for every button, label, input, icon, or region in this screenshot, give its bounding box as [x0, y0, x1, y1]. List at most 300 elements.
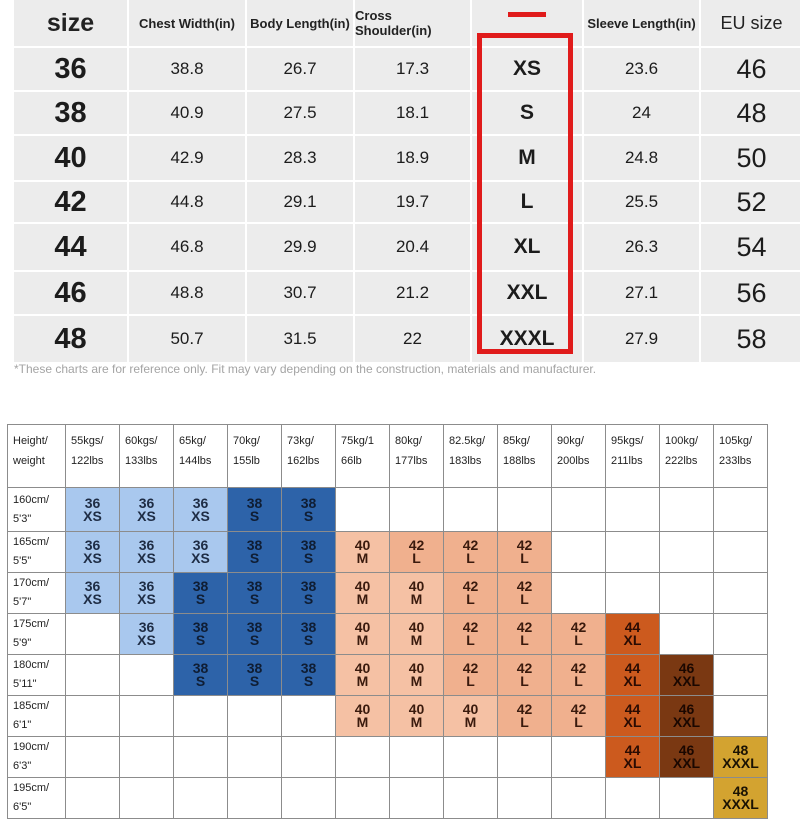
size-cell — [714, 614, 768, 655]
weight-label-line: 162lbs — [287, 455, 320, 467]
size-cell — [498, 696, 552, 737]
size-recommendation — [390, 532, 443, 572]
height-label-line: 6'1" — [13, 719, 32, 731]
size-alpha: XS — [137, 591, 156, 607]
size-table-cell-shoulder: 21.2 — [355, 272, 470, 314]
size-cell — [660, 778, 714, 819]
size-recommendation — [66, 532, 119, 572]
weight-label-line: 222lbs — [665, 455, 698, 467]
size-recommendation — [498, 573, 551, 613]
size-alpha: M — [464, 714, 477, 730]
size-table-cell-shoulder: 18.1 — [355, 92, 470, 134]
size-cell — [390, 778, 444, 819]
size-number: 42 — [408, 537, 425, 553]
size-alpha: S — [303, 507, 314, 524]
size-alpha: XL — [623, 673, 642, 689]
size-table-cell-alpha: S — [472, 92, 582, 134]
size-number: 42 — [462, 537, 479, 553]
size-table-cell-chest: 46.8 — [129, 224, 245, 270]
header-eu-size: EU size — [701, 0, 800, 46]
corner-label-line: Height/ — [13, 435, 48, 447]
size-table-cell-size: 36 — [14, 48, 127, 90]
size-cell — [606, 532, 660, 573]
size-alpha: S — [303, 550, 314, 566]
size-cell — [606, 696, 660, 737]
size-table-cell-size: 38 — [14, 92, 127, 134]
size-table-cell-chest: 48.8 — [129, 272, 245, 314]
size-recommendation — [336, 532, 389, 572]
height-label-line: 165cm/ — [13, 536, 50, 548]
chart-corner-label — [8, 425, 66, 488]
table-row — [8, 573, 768, 614]
size-number: 42 — [516, 578, 533, 594]
size-number: 42 — [462, 660, 479, 676]
size-number: 40 — [354, 701, 371, 717]
size-cell — [174, 532, 228, 573]
size-alpha: XXXL — [722, 796, 759, 812]
size-cell — [336, 696, 390, 737]
size-recommendation — [606, 655, 659, 695]
size-number: 36 — [192, 537, 209, 553]
size-table-cell-shoulder: 18.9 — [355, 136, 470, 180]
size-cell — [444, 655, 498, 696]
table-row — [8, 737, 768, 778]
size-alpha: L — [574, 632, 583, 648]
size-number: 42 — [570, 660, 587, 676]
size-alpha: XL — [623, 755, 642, 771]
size-table-cell-sleeve: 23.6 — [584, 48, 699, 90]
height-row-header — [8, 614, 66, 655]
size-cell — [660, 488, 714, 532]
size-cell — [390, 696, 444, 737]
size-alpha: L — [466, 550, 475, 566]
size-recommendation — [228, 488, 281, 531]
size-table-cell-alpha: XXL — [472, 272, 582, 314]
size-cell — [498, 488, 552, 532]
weight-label-line: 122lbs — [71, 455, 104, 467]
size-number: 44 — [624, 619, 641, 635]
size-alpha: L — [520, 714, 529, 730]
size-number: 46 — [678, 742, 695, 758]
size-cell — [66, 488, 120, 532]
size-alpha: S — [195, 632, 206, 648]
size-number: 40 — [462, 701, 479, 717]
size-cell — [660, 737, 714, 778]
size-cell — [444, 696, 498, 737]
size-cell — [228, 696, 282, 737]
size-number: 40 — [408, 578, 425, 594]
size-table-cell-eu: 56 — [701, 272, 800, 314]
size-alpha: XS — [83, 550, 102, 566]
size-table-cell-size: 48 — [14, 316, 127, 362]
header-body-length: Body Length(in) — [247, 0, 353, 46]
size-recommendation — [714, 737, 767, 777]
size-alpha: M — [410, 714, 423, 730]
weight-column-header — [174, 425, 228, 488]
size-recommendation — [552, 614, 605, 654]
size-table-cell-body: 31.5 — [247, 316, 353, 362]
size-recommendation — [228, 614, 281, 654]
size-recommendation — [606, 696, 659, 736]
size-alpha: XS — [137, 632, 156, 648]
weight-label-line: 144lbs — [179, 455, 212, 467]
size-recommendation — [282, 614, 335, 654]
size-number: 40 — [354, 660, 371, 676]
size-cell — [714, 573, 768, 614]
size-cell — [66, 737, 120, 778]
table-row — [8, 696, 768, 737]
size-cell — [606, 573, 660, 614]
size-table-cell-size: 46 — [14, 272, 127, 314]
size-recommendation — [174, 532, 227, 572]
size-recommendation — [444, 655, 497, 695]
size-alpha: M — [356, 632, 369, 648]
height-label-line: 170cm/ — [13, 577, 50, 589]
size-cell — [606, 778, 660, 819]
size-recommendation — [660, 655, 713, 695]
height-label-line: 5'7" — [13, 596, 32, 608]
size-recommendation — [282, 573, 335, 613]
size-number: 38 — [300, 619, 317, 635]
size-alpha: S — [249, 591, 260, 607]
size-cell — [714, 696, 768, 737]
height-label-line: 6'3" — [13, 760, 32, 772]
size-table-cell-size: 44 — [14, 224, 127, 270]
size-alpha: XS — [137, 550, 156, 566]
height-row-header — [8, 778, 66, 819]
size-recommendation — [228, 655, 281, 695]
size-alpha: L — [520, 550, 529, 566]
size-cell — [282, 696, 336, 737]
size-cell — [228, 655, 282, 696]
size-recommendation — [66, 573, 119, 613]
size-recommendation — [660, 737, 713, 777]
size-table-cell-chest: 44.8 — [129, 182, 245, 222]
size-recommendation — [282, 655, 335, 695]
height-label-line: 5'5" — [13, 555, 32, 567]
size-number: 40 — [408, 619, 425, 635]
weight-label-line: 55kgs/ — [71, 435, 104, 447]
size-cell — [660, 532, 714, 573]
corner-label-line: weight — [13, 455, 45, 467]
size-table-cell-eu: 58 — [701, 316, 800, 362]
size-alpha: L — [466, 591, 475, 607]
size-number: 40 — [354, 578, 371, 594]
size-recommendation — [66, 488, 119, 531]
weight-label-line: 73kg/ — [287, 435, 314, 447]
height-label-line: 5'11" — [13, 678, 37, 690]
weight-column-header — [444, 425, 498, 488]
weight-label-line: 105kg/ — [719, 435, 753, 447]
size-cell — [714, 532, 768, 573]
height-weight-chart — [7, 424, 768, 819]
size-cell — [498, 614, 552, 655]
size-alpha: XXL — [672, 755, 701, 771]
size-number: 42 — [570, 701, 587, 717]
size-recommendation — [282, 488, 335, 531]
size-cell — [228, 778, 282, 819]
size-cell — [66, 655, 120, 696]
size-table-cell-shoulder: 17.3 — [355, 48, 470, 90]
size-number: 36 — [84, 537, 101, 553]
weight-label-line: 211lbs — [611, 455, 643, 467]
size-table-cell-shoulder: 20.4 — [355, 224, 470, 270]
size-alpha: M — [356, 714, 369, 730]
height-label-line: 5'3" — [13, 512, 32, 525]
size-recommendation — [444, 532, 497, 572]
size-table-cell-eu: 50 — [701, 136, 800, 180]
size-recommendation — [390, 573, 443, 613]
size-table-cell-chest: 42.9 — [129, 136, 245, 180]
size-number: 42 — [516, 660, 533, 676]
size-table-cell-eu: 46 — [701, 48, 800, 90]
size-cell — [390, 737, 444, 778]
size-number: 36 — [138, 578, 155, 594]
size-alpha: M — [356, 550, 369, 566]
size-measurement-table — [14, 0, 790, 355]
size-cell — [444, 778, 498, 819]
weight-label-line: 70kg/ — [233, 435, 260, 447]
size-cell — [66, 778, 120, 819]
header-cross-shoulder: Cross Shoulder(in) — [355, 0, 470, 46]
weight-label-line: 90kg/ — [557, 435, 584, 447]
size-number: 38 — [192, 660, 209, 676]
size-cell — [552, 696, 606, 737]
size-recommendation — [390, 696, 443, 736]
weight-label-line: 95kgs/ — [611, 435, 644, 447]
size-cell — [120, 696, 174, 737]
size-cell — [174, 655, 228, 696]
size-alpha: S — [195, 591, 206, 607]
size-cell — [282, 573, 336, 614]
size-alpha: XXL — [672, 714, 701, 730]
size-number: 38 — [300, 578, 317, 594]
weight-column-header — [66, 425, 120, 488]
weight-label-line: 82.5kg/ — [449, 435, 486, 447]
table-row — [8, 778, 768, 819]
size-cell — [498, 655, 552, 696]
size-cell — [390, 614, 444, 655]
size-alpha: L — [412, 550, 421, 566]
height-label-line: 175cm/ — [13, 618, 50, 630]
size-number: 38 — [300, 537, 317, 553]
size-number: 38 — [246, 578, 263, 594]
size-alpha: S — [195, 673, 206, 689]
size-number: 36 — [138, 537, 155, 553]
size-cell — [552, 488, 606, 532]
size-recommendation — [552, 655, 605, 695]
size-recommendation — [390, 655, 443, 695]
size-table-cell-chest: 38.8 — [129, 48, 245, 90]
weight-column-header — [606, 425, 660, 488]
size-cell — [714, 778, 768, 819]
size-cell — [498, 778, 552, 819]
size-alpha: M — [356, 591, 369, 607]
size-recommendation — [498, 532, 551, 572]
weight-label-line: 183lbs — [449, 455, 482, 467]
size-alpha: M — [410, 632, 423, 648]
size-alpha: L — [466, 673, 475, 689]
size-recommendation — [498, 655, 551, 695]
height-label-line: 5'9" — [13, 637, 32, 649]
size-cell — [552, 614, 606, 655]
size-cell — [552, 737, 606, 778]
size-table-cell-shoulder: 19.7 — [355, 182, 470, 222]
size-recommendation — [336, 655, 389, 695]
size-cell — [336, 778, 390, 819]
size-recommendation — [174, 614, 227, 654]
size-alpha: S — [303, 673, 314, 689]
size-alpha: S — [303, 632, 314, 648]
size-number: 44 — [624, 742, 641, 758]
size-cell — [660, 573, 714, 614]
size-alpha: XS — [83, 507, 102, 524]
size-cell — [174, 488, 228, 532]
size-alpha: S — [303, 591, 314, 607]
weight-column-header — [336, 425, 390, 488]
size-cell — [552, 778, 606, 819]
weight-label-line: 85kg/ — [503, 435, 530, 447]
table-row — [8, 488, 768, 532]
weight-label-line: 80kg/ — [395, 435, 422, 447]
size-cell — [120, 614, 174, 655]
size-cell — [66, 696, 120, 737]
size-cell — [228, 614, 282, 655]
size-number: 42 — [462, 578, 479, 594]
weight-column-header — [390, 425, 444, 488]
size-recommendation — [336, 573, 389, 613]
size-number: 42 — [516, 619, 533, 635]
size-table-cell-size: 40 — [14, 136, 127, 180]
size-cell — [174, 778, 228, 819]
size-cell — [660, 696, 714, 737]
size-recommendation — [714, 778, 767, 818]
size-cell — [282, 778, 336, 819]
size-alpha: XS — [83, 591, 102, 607]
size-cell — [336, 573, 390, 614]
size-recommendation — [552, 696, 605, 736]
size-cell — [66, 532, 120, 573]
size-table-cell-shoulder: 22 — [355, 316, 470, 362]
size-cell — [498, 737, 552, 778]
size-table-cell-alpha: L — [472, 182, 582, 222]
size-cell — [606, 488, 660, 532]
weight-column-header — [714, 425, 768, 488]
size-number: 36 — [192, 494, 209, 511]
size-cell — [714, 737, 768, 778]
reference-note: *These charts are for reference only. Fit may vary depending on the construction, materials and manufacturer. — [14, 362, 597, 376]
size-number: 38 — [192, 619, 209, 635]
height-label-line: 180cm/ — [13, 659, 50, 671]
height-label-line: 6'5" — [13, 801, 32, 813]
size-table-cell-size: 42 — [14, 182, 127, 222]
size-number: 42 — [570, 619, 587, 635]
size-cell — [66, 614, 120, 655]
size-cell — [444, 488, 498, 532]
size-alpha: L — [520, 632, 529, 648]
weight-label-line: 155lb — [233, 455, 260, 467]
size-recommendation — [390, 614, 443, 654]
size-alpha: S — [249, 507, 260, 524]
size-cell — [552, 573, 606, 614]
size-number: 46 — [678, 701, 695, 717]
size-table-cell-alpha: XXXL — [472, 316, 582, 362]
size-cell — [228, 737, 282, 778]
size-cell — [336, 532, 390, 573]
height-row-header — [8, 655, 66, 696]
size-alpha: L — [520, 591, 529, 607]
size-alpha: XXL — [672, 673, 701, 689]
weight-label-line: 133lbs — [125, 455, 158, 467]
size-table-cell-sleeve: 27.1 — [584, 272, 699, 314]
size-number: 48 — [732, 783, 749, 799]
size-number: 38 — [192, 578, 209, 594]
size-cell — [660, 655, 714, 696]
weight-column-header — [552, 425, 606, 488]
size-recommendation — [120, 573, 173, 613]
table-row — [8, 655, 768, 696]
size-cell — [390, 488, 444, 532]
size-cell — [282, 737, 336, 778]
size-alpha: XL — [623, 632, 642, 648]
table-row — [8, 532, 768, 573]
size-cell — [120, 488, 174, 532]
size-cell — [174, 573, 228, 614]
size-number: 42 — [516, 537, 533, 553]
size-alpha: S — [249, 632, 260, 648]
size-table-cell-eu: 52 — [701, 182, 800, 222]
size-cell — [174, 696, 228, 737]
size-recommendation — [444, 573, 497, 613]
size-recommendation — [228, 573, 281, 613]
size-alpha: S — [249, 673, 260, 689]
size-number: 36 — [84, 578, 101, 594]
size-alpha: S — [249, 550, 260, 566]
size-cell — [336, 488, 390, 532]
size-cell — [714, 655, 768, 696]
size-cell — [336, 655, 390, 696]
weight-label-line: 177lbs — [395, 455, 428, 467]
size-table-cell-alpha: M — [472, 136, 582, 180]
size-number: 38 — [300, 494, 317, 511]
height-row-header — [8, 737, 66, 778]
size-recommendation — [444, 696, 497, 736]
size-number: 40 — [408, 660, 425, 676]
weight-label-line: 200lbs — [557, 455, 590, 467]
size-alpha: L — [574, 673, 583, 689]
size-recommendation — [336, 696, 389, 736]
size-number: 42 — [462, 619, 479, 635]
size-table-cell-eu: 54 — [701, 224, 800, 270]
size-number: 38 — [246, 619, 263, 635]
size-number: 36 — [84, 494, 101, 511]
size-number: 48 — [732, 742, 749, 758]
size-cell — [120, 778, 174, 819]
size-recommendation — [282, 532, 335, 572]
size-recommendation — [498, 614, 551, 654]
weight-label-line: 233lbs — [719, 455, 752, 467]
size-cell — [444, 573, 498, 614]
weight-label-line: 60kgs/ — [125, 435, 158, 447]
weight-column-header — [228, 425, 282, 488]
weight-column-header — [282, 425, 336, 488]
size-table-cell-body: 27.5 — [247, 92, 353, 134]
size-recommendation — [444, 614, 497, 654]
size-cell — [228, 573, 282, 614]
size-cell — [552, 655, 606, 696]
size-table-cell-chest: 40.9 — [129, 92, 245, 134]
size-cell — [120, 655, 174, 696]
